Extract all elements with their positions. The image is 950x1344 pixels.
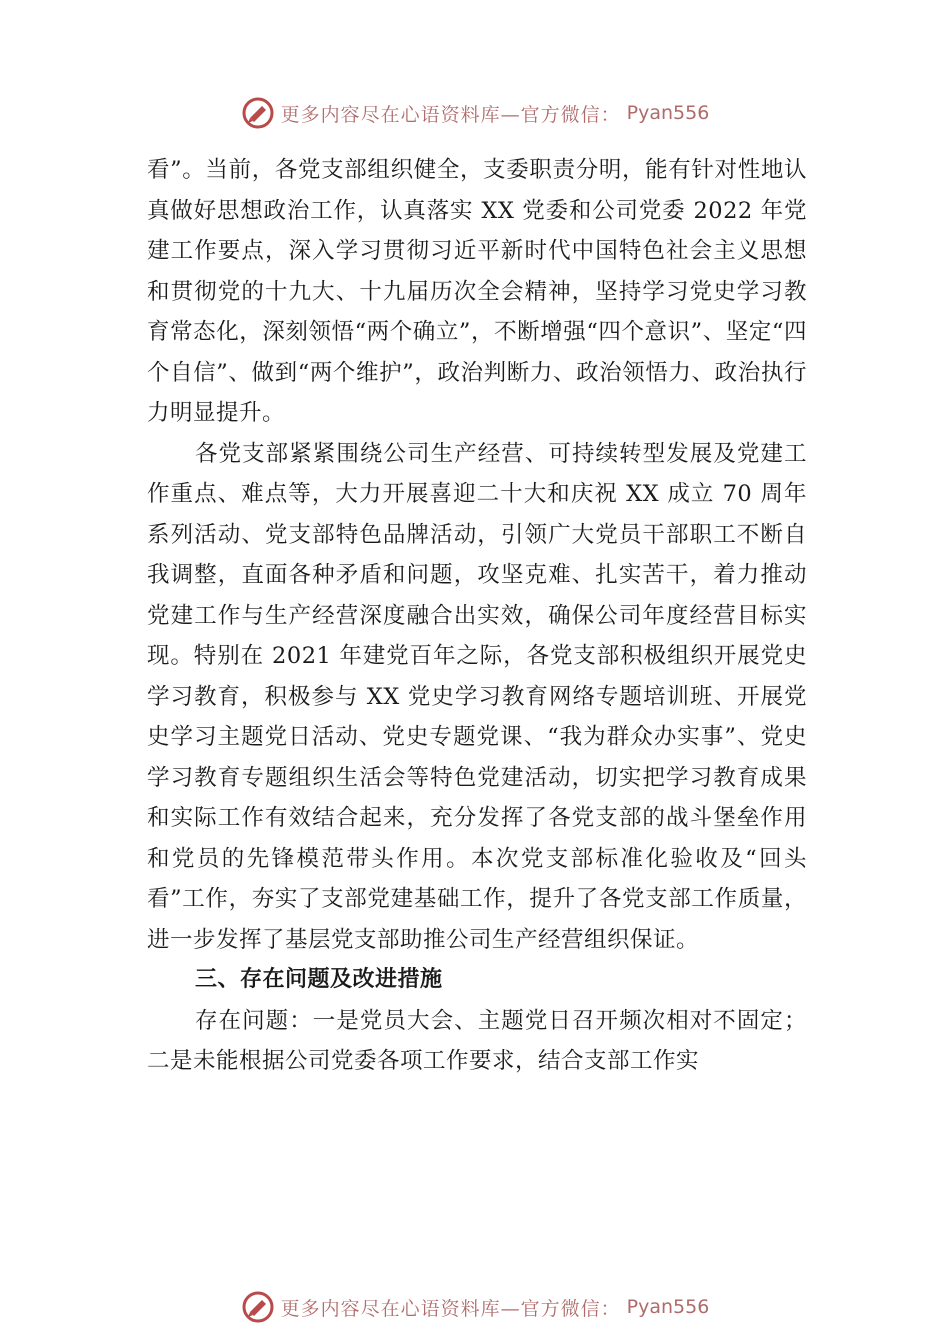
footer-watermark	[0, 1290, 950, 1324]
watermark-id: Pyan556	[626, 1296, 710, 1318]
document-body	[147, 150, 807, 1082]
paragraph-2: 各党支部紧紧围绕公司生产经营、可持续转型发展及党建工作重点、难点等，大力开展喜迎二十大和庆祝 XX 成立 70 周年系列活动、党支部特色品牌活动，引领广大党员干部职工不断自我调整，直面各种矛盾和问题，攻坚克难、扎实苦干，着力推动党建工作与生产经营深度融合出实效，确保公司年度经营目标实现。特别在 2021 年建党百年之际，各党支部积极组织开展党史学习教育，积极参与 XX 党史学习教育网络专题培训班、开展党史学习主题党日活动、党史专题党课、“我为群众办实事”、党史学习教育专题组织生活会等特色党建活动，切实把学习教育成果和实际工作有效结合起来，充分发挥了各党支部的战斗堡垒作用和党员的先锋模范带头作用。本次党支部标准化验收及“回头看”工作，夯实了支部党建基础工作，提升了各党支部工作质量，进一步发挥了基层党支部助推公司生产经营组织保证。	[147, 440, 807, 953]
logo-icon	[241, 1290, 275, 1324]
watermark-text: 更多内容尽在心语资料库—官方微信：	[280, 103, 621, 126]
section-heading: 三、存在问题及改进措施	[195, 967, 443, 992]
paragraph-3: 存在问题：一是党员大会、主题党日召开频次相对不固定；二是未能根据公司党委各项工作要求，结合支部工作实	[147, 1007, 807, 1074]
logo-icon	[241, 96, 275, 130]
paragraph-1: 看”。当前，各党支部组织健全，支委职责分明，能有针对性地认真做好思想政治工作，认真落实 XX 党委和公司党委 2022 年党建工作要点，深入学习贯彻习近平新时代中国特色社会主义思想和贯彻党的十九大、十九届历次全会精神，坚持学习党史学习教育常态化，深刻领悟“两个确立”，不断增强“四个意识”、坚定“四个自信”、做到“两个维护”，政治判断力、政治领悟力、政治执行力明显提升。	[147, 157, 807, 426]
watermark-text: 更多内容尽在心语资料库—官方微信：	[280, 1297, 621, 1320]
watermark-id: Pyan556	[626, 102, 710, 124]
header-watermark	[0, 96, 950, 130]
